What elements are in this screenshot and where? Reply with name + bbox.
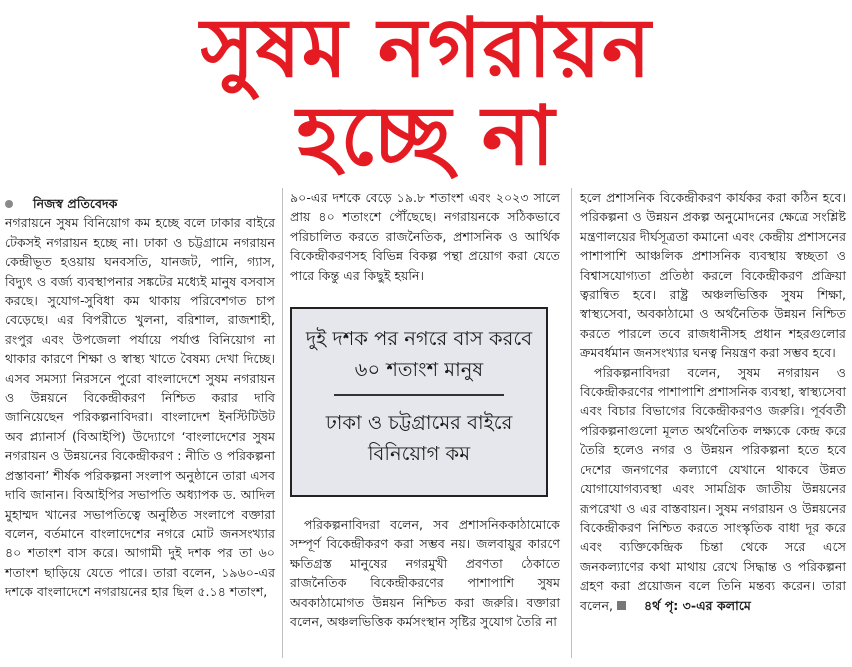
continued-reference[interactable] bbox=[617, 596, 751, 615]
paragraph bbox=[580, 363, 846, 615]
headline-line-2: হচ্ছে না bbox=[296, 89, 556, 184]
article-column-3 bbox=[580, 188, 846, 615]
pull-quote-divider bbox=[334, 394, 504, 396]
paragraph: পরিকল্পনাবিদরা বলেন, সব প্রশাসনিককাঠামোকে সম্পূর্ণ বিকেন্দ্রীকরণ করা সম্ভব নয়। জলবায়ুর কারণে ক্ষতিগ্রস্ত মানুষের নগরমুখী প্রবণতা ঠেকাতে রাজনৈতিক বিকেন্দ্রীকরণের পাশাপাশি সুষম অবকাঠামোগত উন্নয়ন নিশ্চিত করা জরুরি। বক্তারা বলেন, অঞ্চলভিত্তিক কর্মসংস্থান সৃষ্টির সুযোগ তৈরি না bbox=[290, 517, 560, 630]
article-column-1 bbox=[5, 194, 275, 602]
article-column-2-bottom bbox=[290, 515, 560, 631]
column-divider-2 bbox=[571, 188, 572, 658]
byline-text: নিজস্ব প্রতিবেদক bbox=[33, 196, 118, 211]
pull-quote-secondary: ঢাকা ও চট্টগ্রামের বাইরে বিনিয়োগ কম bbox=[325, 411, 513, 465]
paragraph: ৯০-এর দশকে বেড়ে ১৯.৮ শতাংশ এবং ২০২৩ সালে প্রায় ৪০ শতাংশে পৌঁছেছে। নগরায়নকে সঠিকভাবে পরিচালিত করতে রাজনৈতিক, প্রশাসনিক ও আর্থিক বিকেন্দ্রীকরণসহ বিভিন্ন বিকল্প পন্থা প্রয়োগ করা যেতে পারে কিন্তু এর কিছুই হয়নি। bbox=[290, 190, 560, 283]
square-icon bbox=[617, 601, 626, 610]
continued-text: ৪র্থ পৃ: ৩-এর কলামে bbox=[644, 597, 751, 613]
paragraph: হলে প্রশাসনিক বিকেন্দ্রীকরণ কার্যকর করা কঠিন হবে। পরিকল্পনা ও উন্নয়ন প্রকল্প অনুমোদনের ক্ষেত্রে সংশ্লিষ্ট মন্ত্রণালয়ের দীর্ঘসূত্রতা কমানো এবং কেন্দ্রীয় প্রশাসনের পাশাপাশি আঞ্চলিক প্রশাসনিক ব্যবস্থায় স্বচ্ছতা ও বিশ্বাসযোগ্যতা প্রতিষ্ঠা করলে বিকেন্দ্রীকরণ প্রক্রিয়া ত্বরান্বিত হবে। রাষ্ট্র অঞ্চলভিত্তিক সুষম শিক্ষা, স্বাস্থ্যসেবা, অবকাঠামো ও অর্থনৈতিক উন্নয়ন নিশ্চিত করতে পারলে তবে রাজধানীসহ প্রধান শহরগুলোর ক্রমবর্ধমান জনসংখ্যার ঘনত্ব নিয়ন্ত্রণ করা সম্ভব হবে। bbox=[580, 190, 846, 361]
column-divider-1 bbox=[282, 188, 283, 658]
headline-line-1: সুষম নগরায়ন bbox=[200, 1, 652, 96]
paragraph: নগরায়নে সুষম বিনিয়োগ কম হচ্ছে বলে ঢাকার বাইরে টেকসই নগরায়ন হচ্ছে না। ঢাকা ও চট্টগ্রামে নগরায়ন কেন্দ্রীভূত হওয়ায় ঘনবসতি, যানজট, পানি, গ্যাস, বিদ্যুৎ ও বর্জ্য ব্যবস্থাপনার সঙ্কটের মধ্যেই মানুষ বসবাস করছে। সুযোগ-সুবিধা কম থাকায় পরিবেশগত চাপ বেড়েছে। এর বিপরীতে খুলনা, বরিশাল, রাজশাহী, রংপুর এবং উপজেলা পর্যায়ে পর্যাপ্ত বিনিয়োগ না থাকার কারণে শিক্ষা ও স্বাস্থ্য খাতে বৈষম্য দেখা দিচ্ছে। এসব সমস্যা নিরসনে পুরো বাংলাদেশে সুষম নগরায়ন ও উন্নয়নে বিকেন্দ্রীকরণ নিশ্চিত করার দাবি জানিয়েছেন পরিকল্পনাবিদরা। বাংলাদেশ ইনস্টিটিউট অব প্ল্যানার্স (বিআইপি) উদ্যোগে ‘বাংলাদেশের সুষম নগরায়ন ও উন্নয়নের বিকেন্দ্রীকরণ : নীতি ও পরিকল্পনা প্রস্তাবনা’ শীর্ষক পরিকল্পনা সংলাপ অনুষ্ঠানে তারা এসব দাবি জানান। বিআইপির সভাপতি অধ্যাপক ড. আদিল মুহাম্মদ খানের সভাপতিত্বে অনুষ্ঠিত সংলাপে বক্তারা বলেন, বর্তমানে বাংলাদেশের নগরে মোট জনসংখ্যার ৪০ শতাংশ বাস করে। আগামী দুই দশক পর তা ৬০ শতাংশ ছাড়িয়ে যেতে পারে। তারা বলেন, ১৯৬০-এর দশকে বাংলাদেশে নগরায়নের হার ছিল ৫.১৪ শতাংশ, bbox=[5, 215, 275, 600]
article-column-2-top bbox=[290, 188, 560, 285]
paragraph-text: পরিকল্পনাবিদরা বলেন, সুষম নগরায়ন ও বিকেন্দ্রীকরণের পাশাপাশি প্রশাসনিক ব্যবস্থা, স্বাস্থ্যসেবা এবং বিচার বিভাগের বিকেন্দ্রীকরণও জরুরি। পূর্ববর্তী পরিকল্পনাগুলো মূলত অর্থনৈতিক লক্ষ্যকে কেন্দ্র করে তৈরি হলেও নগর ও উন্নয়ন পরিকল্পনা হতে হবে দেশের জনগণের কল্যাণে যেখানে থাকবে উন্নত যোগাযোগব্যবস্থা এবং সামগ্রিক জাতীয় উন্নয়নের রূপরেখা ও এর বাস্তবায়ন। সুষম নগরায়ন ও উন্নয়নের বিকেন্দ্রীকরণ নিশ্চিত করতে সাংস্কৃতিক বাধা দূর করে এবং ব্যক্তিকেন্দ্রিক চিন্তা থেকে সরে এসে জনকল্যাণের কথা মাথায় রেখে সিদ্ধান্ত ও পরিকল্পনা গ্রহণ করা প্রয়োজন বলে তিনি মন্তব্য করেন। তারা বলেন, bbox=[580, 364, 846, 613]
bullet-icon bbox=[5, 200, 13, 208]
byline bbox=[5, 194, 275, 213]
pull-quote-box bbox=[290, 307, 548, 497]
pull-quote-primary: দুই দশক পর নগরে বাস করবে ৬০ শতাংশ মানুষ bbox=[305, 327, 533, 381]
